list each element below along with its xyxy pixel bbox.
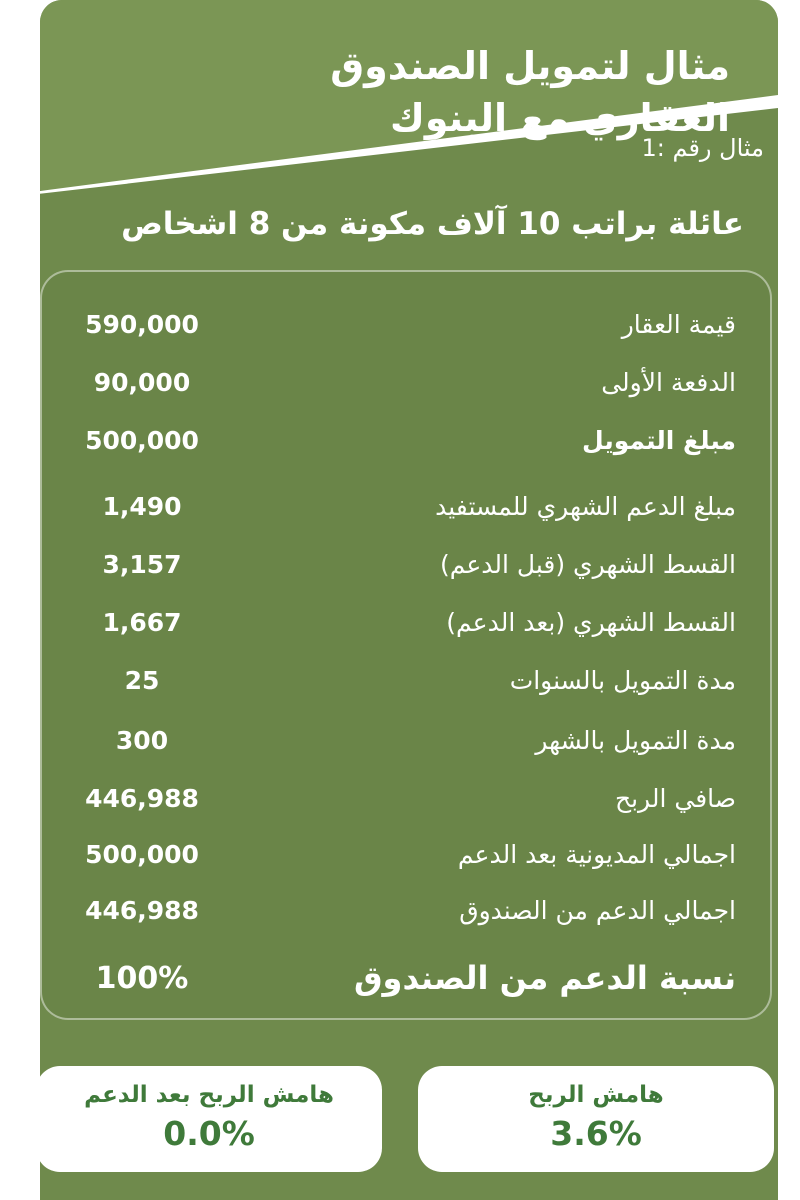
table-row [42,538,770,590]
example-number: مثال رقم :1 [641,134,764,162]
row-label: مبلغ الدعم الشهري للمستفيد [435,491,736,521]
family-description: عائلة براتب 10 آلاف مكونة من 8 اشخاص [121,206,744,242]
row-value: 590,000 [85,309,199,339]
row-label: القسط الشهري (بعد الدعم) [446,607,736,637]
row-label: اجمالي الدعم من الصندوق [459,895,736,925]
page-title: مثال لتمويل الصندوق العقاري مع البنوك [330,44,730,140]
profit-margin-after-support-badge [36,1066,382,1172]
table-row [42,596,770,648]
badge-value: 3.6% [550,1114,642,1153]
row-label: صافي الربح [614,783,736,813]
row-label: مدة التمويل بالشهر [535,725,736,755]
row-value: 500,000 [85,839,199,869]
table-row [42,356,770,408]
table-row [42,714,770,766]
row-label: نسبة الدعم من الصندوق [353,959,736,997]
row-label: قيمة العقار [621,309,736,339]
table-row [42,414,770,466]
financing-table [40,270,772,1020]
row-label: الدفعة الأولى [601,367,736,397]
row-value: 3,157 [102,549,182,579]
row-value: 25 [124,665,160,695]
table-row [42,884,770,936]
row-value: 1,490 [102,491,182,521]
row-label: القسط الشهري (قبل الدعم) [439,549,736,579]
row-value: 100% [95,960,189,996]
row-value: 446,988 [85,783,199,813]
row-value: 500,000 [85,425,199,455]
row-label: اجمالي المديونية بعد الدعم [457,839,736,869]
row-label: مدة التمويل بالسنوات [509,665,736,695]
row-value: 90,000 [93,367,191,397]
row-value: 300 [115,725,169,755]
table-row [42,772,770,824]
badge-label: هامش الربح [528,1082,664,1108]
table-row [42,298,770,350]
badge-label: هامش الربح بعد الدعم [84,1082,334,1108]
row-value: 446,988 [85,895,199,925]
table-row [42,828,770,880]
table-row [42,480,770,532]
table-row [42,654,770,706]
table-row [42,952,770,1004]
badge-value: 0.0% [163,1114,255,1153]
row-value: 1,667 [102,607,182,637]
profit-margin-badge [418,1066,774,1172]
row-label: مبلغ التمويل [582,425,736,455]
